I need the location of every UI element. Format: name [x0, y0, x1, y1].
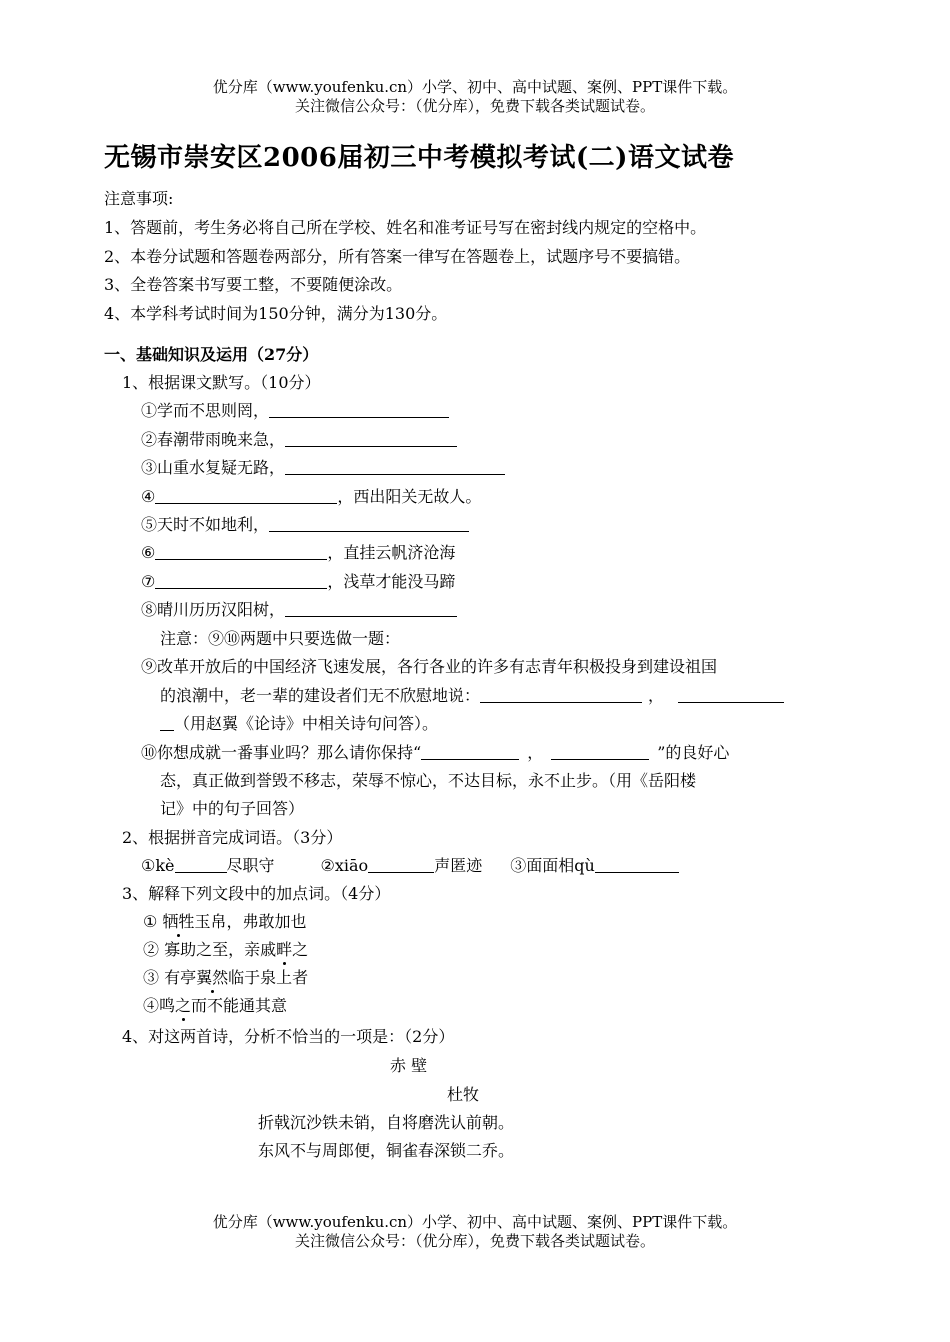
q2-b-pinyin: ②xiāo	[320, 856, 369, 875]
q3-item-2-num: ②	[143, 940, 160, 959]
q2-b-word: 声匿迹	[434, 856, 483, 875]
q1-line-8	[141, 597, 457, 620]
q4-stem: 4、对这两首诗，分析不恰当的一项是：（2分）	[122, 1027, 455, 1046]
footer-line-1: 优分库（www.youfenku.cn）小学、初中、高中试题、案例、PPT课件下载。	[212, 1213, 738, 1231]
q9-line-2	[160, 683, 784, 706]
q3-item-4-post: 而不能通其意	[191, 996, 288, 1015]
answer-blank[interactable]	[175, 856, 227, 873]
q2-a-word: 尽职守	[226, 856, 275, 875]
q1-line-6-num: ⑥	[141, 543, 156, 562]
q3-item-1-post: 玉帛，弗敢加也	[194, 912, 307, 931]
answer-blank[interactable]	[155, 572, 327, 589]
answer-blank[interactable]	[285, 600, 457, 617]
q1-line-8-text: ⑧晴川历历汉阳树，	[141, 600, 286, 619]
notice-item-3: 3、全卷答案书写要工整，不要随便涂改。	[104, 275, 403, 294]
q9-comma: ，	[648, 686, 665, 705]
dotted-word: 之	[175, 993, 191, 1016]
q10-comma: ，	[527, 743, 544, 762]
q1-line-6-text: ，直挂云帆济沧海	[327, 543, 456, 562]
q3-item-3-num: ③	[143, 968, 160, 987]
q3-item-1	[143, 909, 306, 932]
answer-blank[interactable]	[285, 430, 457, 447]
answer-blank[interactable]	[269, 401, 449, 418]
dotted-word: 翼然	[196, 965, 228, 988]
poem-title: 赤 壁	[390, 1056, 428, 1075]
q1-stem: 1、根据课文默写。（10分）	[122, 373, 321, 392]
q1-line-3-text: ③山重水复疑无路，	[141, 458, 286, 477]
q2-a-pinyin: ①kè	[141, 856, 175, 875]
q1-line-4	[141, 484, 481, 507]
answer-blank[interactable]	[155, 543, 327, 560]
answer-blank[interactable]	[551, 743, 649, 760]
poem-line-1: 折戟沉沙铁未销，自将磨洗认前朝。	[258, 1113, 515, 1132]
notice-heading: 注意事项:	[104, 189, 174, 208]
notice-item-2: 2、本卷分试题和答题卷两部分，所有答案一律写在答题卷上，试题序号不要搞错。	[104, 247, 691, 266]
answer-blank[interactable]	[480, 686, 642, 703]
poem-author: 杜牧	[447, 1085, 480, 1104]
answer-blank[interactable]	[678, 686, 784, 703]
q1-line-6	[141, 540, 455, 563]
answer-blank[interactable]	[269, 515, 469, 532]
answer-blank[interactable]	[160, 714, 174, 731]
q10-line-1-end: ”的良好心	[657, 743, 730, 762]
q9-line-3-text: （用赵翼《论诗》中相关诗句问答）。	[174, 714, 439, 733]
q1-line-7-num: ⑦	[141, 572, 156, 591]
footer-line-2: 关注微信公众号：（优分库），免费下载各类试题试卷。	[294, 1232, 655, 1250]
q3-stem: 3、解释下列文段中的加点词。（4分）	[122, 884, 391, 903]
q2-items	[141, 853, 679, 876]
section-heading: 一、基础知识及运用（27分）	[104, 345, 319, 364]
header-line-1: 优分库（www.youfenku.cn）小学、初中、高中试题、案例、PPT课件下载。	[212, 78, 738, 96]
q10-line-3: 记》中的句子回答）	[160, 799, 305, 818]
q1-line-7	[141, 569, 455, 592]
q1-line-2	[141, 427, 457, 450]
answer-blank[interactable]	[285, 458, 505, 475]
q1-line-5	[141, 512, 469, 535]
notice-item-1: 1、答题前，考生务必将自己所在学校、姓名和准考证号写在密封线内规定的空格中。	[104, 218, 707, 237]
q1-line-4-num: ④	[141, 487, 156, 506]
q9-line-2-text: 的浪潮中，老一辈的建设者们无不欣慰地说：	[160, 686, 481, 705]
notice-item-4: 4、本学科考试时间为150分钟，满分为130分。	[104, 304, 448, 323]
q3-item-4-pre: 鸣	[159, 996, 176, 1015]
q1-line-2-text: ②春潮带雨晚来急，	[141, 430, 286, 449]
header-line-2: 关注微信公众号：（优分库），免费下载各类试题试卷。	[294, 97, 655, 115]
q9-line-3	[160, 711, 438, 734]
q3-item-3	[143, 965, 308, 988]
q10-line-1-text: ⑩你想成就一番事业吗？那么请你保持“	[141, 743, 422, 762]
q3-item-2-pre: 寡助之至，亲戚	[164, 940, 277, 959]
q2-c-pinyin: ③面面相qù	[510, 856, 595, 875]
answer-blank[interactable]	[595, 856, 679, 873]
q1-note: 注意：⑨⑩两题中只要选做一题：	[160, 629, 401, 648]
q1-line-5-text: ⑤天时不如地利，	[141, 515, 270, 534]
q10-line-2: 态，真正做到誉毁不移志，荣辱不惊心，不达目标，永不止步。（用《岳阳楼	[160, 771, 697, 790]
answer-blank[interactable]	[421, 743, 519, 760]
page-title: 无锡市崇安区2006届初三中考模拟考试(二)语文试卷	[104, 143, 734, 173]
q1-line-3	[141, 455, 505, 478]
q3-item-2	[143, 937, 308, 960]
q2-stem: 2、根据拼音完成词语。（3分）	[122, 828, 343, 847]
q9-line-1: ⑨改革开放后的中国经济飞速发展，各行各业的许多有志青年积极投身到建设祖国	[141, 657, 718, 676]
answer-blank[interactable]	[155, 487, 337, 504]
q3-item-4-num: ④	[143, 996, 160, 1015]
answer-blank[interactable]	[368, 856, 434, 873]
poem-line-2: 东风不与周郎便，铜雀春深锁二乔。	[258, 1141, 515, 1160]
q1-line-7-text: ，浅草才能没马蹄	[327, 572, 456, 591]
dotted-word: 牺牲	[162, 909, 194, 932]
q10-line-1	[141, 740, 729, 763]
q3-item-4	[143, 993, 287, 1016]
q3-item-3-post: 临于泉上者	[228, 968, 309, 987]
dotted-word: 畔	[276, 937, 292, 960]
q1-line-1	[141, 398, 449, 421]
q3-item-2-post: 之	[292, 940, 309, 959]
q3-item-3-pre: 有亭	[164, 968, 197, 987]
q1-line-1-text: ①学而不思则罔，	[141, 401, 270, 420]
q3-item-1-num: ①	[143, 912, 158, 931]
q1-line-4-text: ，西出阳关无故人。	[337, 487, 482, 506]
